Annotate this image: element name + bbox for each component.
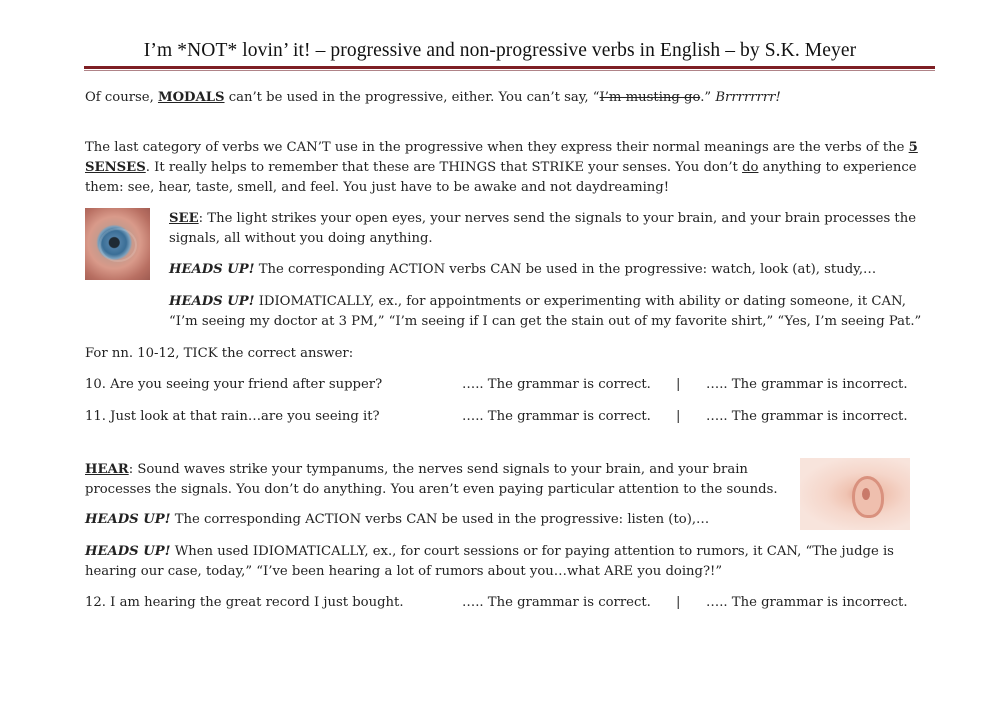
question-11: 11. Just look at that rain…are you seeing it? [85,409,380,424]
answer-incorrect-11[interactable]: ….. The grammar is incorrect. [706,409,908,424]
answer-separator: | [676,377,681,392]
hear-line-1: HEAR: Sound waves strike your tympanums, the nerves send signals to your brain, and your brain [85,462,748,477]
modals-word: MODALS [157,90,225,105]
page-title: I’m *NOT* lovin’ it! – progressive and non-progressive verbs in English – by S.K. Meyer [143,40,857,61]
see-line-2: signals, all without you doing anything. [169,231,433,246]
senses-line-1: The last category of verbs we CAN’T use in the progressive when they express their normal meanings are the verbs of the 5 [85,140,918,155]
hear-label: HEAR [85,462,129,477]
hear-heads-up-2-cont: hearing our case, today,” “I’ve been hearing a lot of rumors about you…what ARE you doing?!” [85,564,723,579]
question-12: 12. I am hearing the great record I just bought. [85,595,404,610]
answer-incorrect-10[interactable]: ….. The grammar is incorrect. [706,377,908,392]
answer-separator: | [676,409,681,424]
modals-sentence: Of course, MODALS can’t be used in the progressive, either. You can’t say, “I’m musting go.” Brrrrrrrr! [85,90,781,105]
see-heads-up-2-cont: “I’m seeing my doctor at 3 PM,” “I’m seeing if I can get the stain out of my favorite shirt,” “Yes, I’m seeing Pat.” [169,314,922,329]
answer-correct-11[interactable]: ….. The grammar is correct. [462,409,651,424]
title-rule-thin [84,70,935,71]
hear-line-2: processes the signals. You don’t do anything. You aren’t even paying particular attention to the sounds. [85,482,778,497]
hear-heads-up-1: HEADS UP! The corresponding ACTION verbs CAN be used in the progressive: listen (to),… [85,512,710,527]
struck-example: I’m musting go [599,90,701,105]
see-label: SEE [169,211,199,226]
answer-incorrect-12[interactable]: ….. The grammar is incorrect. [706,595,908,610]
see-line-1: SEE: The light strikes your open eyes, your nerves send the signals to your brain, and your brain processes the [169,211,917,226]
brrr-exclaim: Brrrrrrrr! [715,90,781,105]
eye-photo-icon [85,208,150,280]
see-heads-up-2: HEADS UP! IDIOMATICALLY, ex., for appointments or experimenting with ability or dating someone, it CAN, [169,294,906,309]
ear-photo-icon [800,458,910,530]
senses-line-3: them: see, hear, taste, smell, and feel. You just have to be awake and not daydreaming! [85,180,670,195]
hear-heads-up-2: HEADS UP! When used IDIOMATICALLY, ex., for court sessions or for paying attention to rumors, it CAN, “The judge is [85,544,894,559]
instruction: For nn. 10-12, TICK the correct answer: [85,346,354,361]
question-10: 10. Are you seeing your friend after supper? [85,377,383,392]
answer-separator: | [676,595,681,610]
answer-correct-12[interactable]: ….. The grammar is correct. [462,595,651,610]
see-heads-up-1: HEADS UP! The corresponding ACTION verbs CAN be used in the progressive: watch, look (at), study,… [169,262,877,277]
answer-correct-10[interactable]: ….. The grammar is correct. [462,377,651,392]
senses-line-2: SENSES. It really helps to remember that these are THINGS that STRIKE your senses. You don’t do anything to experience [85,160,917,175]
title-rule [84,66,935,69]
